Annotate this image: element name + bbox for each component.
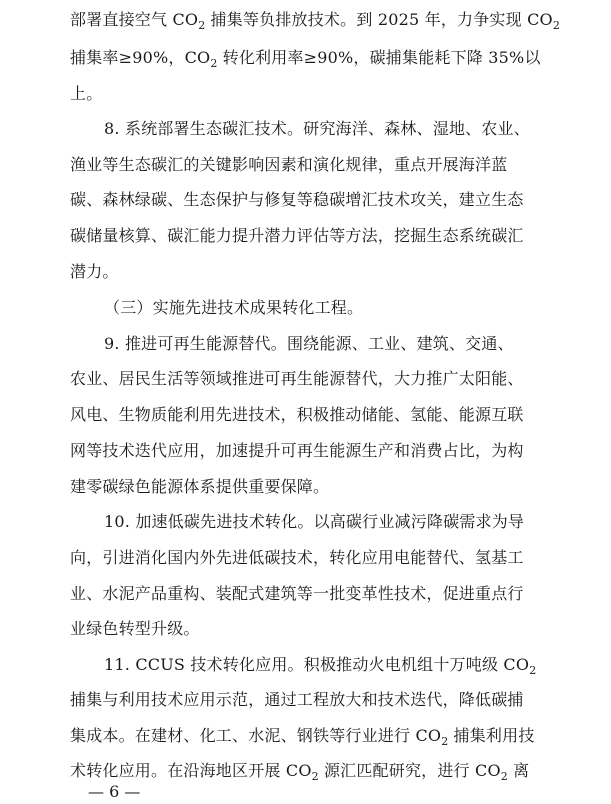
text-line: 碳储量核算、碳汇能力提升潜力评估等方法，挖掘生态系统碳汇 bbox=[70, 226, 524, 245]
item-8-title-line: 8. 系统部署生态碳汇技术。研究海洋、森林、湿地、农业、 bbox=[104, 119, 530, 138]
text-line: 潜力。 bbox=[70, 262, 119, 281]
text-line: 风电、生物质能利用先进技术，积极推动储能、氢能、能源互联 bbox=[70, 405, 524, 424]
item-10-title-line: 10. 加速低碳先进技术转化。以高碳行业减污降碳需求为导 bbox=[104, 512, 525, 531]
text-line: 业绿色转型升级。 bbox=[70, 619, 200, 638]
text-line: 术转化应用。在沿海地区开展 $CO_2$ 源汇匹配研究，进行 $CO_2$ 离 bbox=[70, 761, 530, 783]
text-line: 上。 bbox=[70, 84, 103, 103]
text-line: 农业、居民生活等领域推进可再生能源替代，大力推广太阳能、 bbox=[70, 369, 524, 388]
text-line: 捕集与利用技术应用示范，通过工程放大和技术迭代，降低碳捕 bbox=[70, 690, 524, 709]
text-line: 集成本。在建材、化工、水泥、钢铁等行业进行 $CO_2$ 捕集利用技 bbox=[70, 726, 535, 748]
section-heading: （三）实施先进技术成果转化工程。 bbox=[104, 298, 364, 317]
item-9-title-line: 9. 推进可再生能源替代。围绕能源、工业、建筑、交通、 bbox=[104, 334, 514, 353]
text-line: 向，引进消化国内外先进低碳技术，转化应用电能替代、氢基工 bbox=[70, 548, 524, 567]
text-line: 建零碳绿色能源体系提供重要保障。 bbox=[70, 477, 330, 496]
text-line: 碳、森林绿碳、生态保护与修复等稳碳增汇技术攻关，建立生态 bbox=[70, 190, 524, 209]
text-line: 捕集率≥90%，$CO_2$ 转化利用率≥90%，碳捕集能耗下降 35%以 bbox=[70, 48, 541, 70]
text-line: 网等技术迭代应用，加速提升可再生能源生产和消费占比，为构 bbox=[70, 441, 524, 460]
text-line: 渔业等生态碳汇的关键影响因素和演化规律，重点开展海洋蓝 bbox=[70, 155, 508, 174]
page-number: — 6 — bbox=[88, 782, 141, 801]
item-11-title-line: 11. CCUS 技术转化应用。积极推动火电机组十万吨级 $CO_2$ bbox=[104, 655, 537, 677]
text-line: 业、水泥产品重构、装配式建筑等一批变革性技术，促进重点行 bbox=[70, 584, 524, 603]
text-line: 部署直接空气 $CO_2$ 捕集等负排放技术。到 2025 年，力争实现 $CO_2$ bbox=[70, 10, 560, 32]
